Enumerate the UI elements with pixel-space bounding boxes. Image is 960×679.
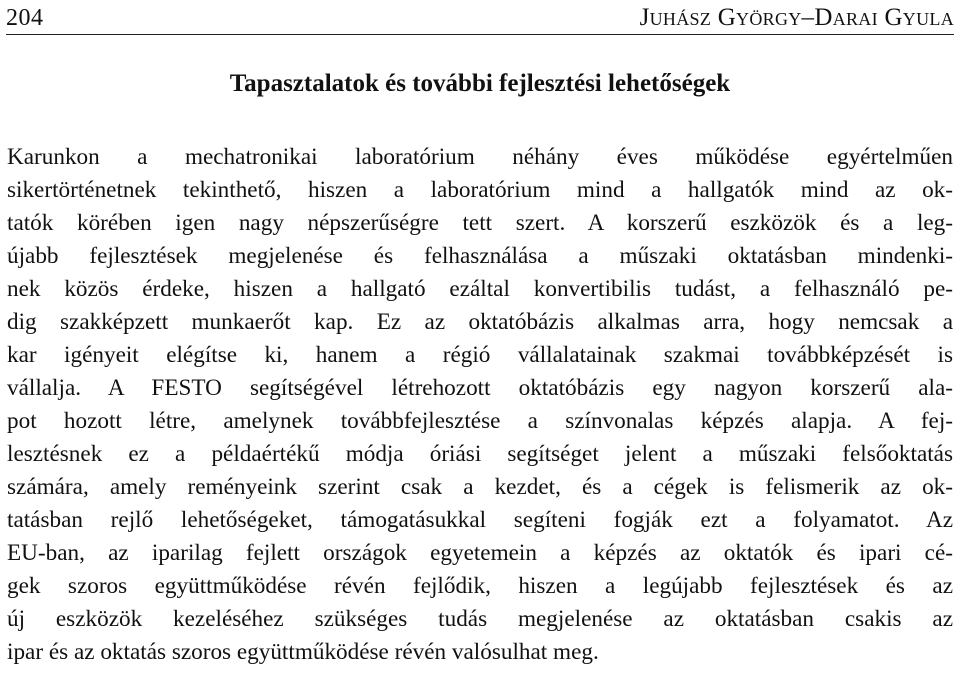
running-header (6, 2, 954, 35)
body-paragraph (7, 141, 953, 669)
paragraph-line: tatásban rejlő lehetőségeket, támogatásukkal segíteni fogják ezt a folyamatot. Az (7, 507, 953, 533)
paragraph-line: tatók körében igen nagy népszerűségre tett szert. A korszerű eszközök és a leg- (7, 210, 953, 236)
paragraph-line: sikertörténetnek tekinthető, hiszen a laboratórium mind a hallgatók mind az ok- (7, 177, 953, 203)
paragraph-line: EU-ban, az iparilag fejlett országok egyetemein a képzés az oktatók és ipari cé- (7, 540, 953, 566)
paragraph-line: pot hozott létre, amelynek továbbfejlesztése a színvonalas képzés alapja. A fej- (7, 408, 953, 434)
paragraph-line: számára, amely reményeink szerint csak a kezdet, és a cégek is felismerik az ok- (7, 474, 953, 500)
running-header-authors: Juhász György–Darai Gyula (639, 4, 954, 31)
paragraph-line: gek szoros együttműködése révén fejlődik, hiszen a legújabb fejlesztések és az (7, 573, 953, 599)
paragraph-line: újabb fejlesztések megjelenése és felhasználása a műszaki oktatásban mindenki- (7, 243, 953, 269)
paragraph-line: kar igényeit elégítse ki, hanem a régió vállalatainak szakmai továbbképzését is (7, 342, 953, 368)
paragraph-line: lesztésnek ez a példaértékű módja óriási segítséget jelent a műszaki felsőoktatás (7, 441, 953, 467)
paragraph-line: ipar és az oktatás szoros együttműködése révén valósulhat meg. (7, 639, 599, 665)
paragraph-line: nek közös érdeke, hiszen a hallgató ezáltal konvertibilis tudást, a felhasználó pe- (7, 276, 953, 302)
paragraph-line: vállalja. A FESTO segítségével létrehozott oktatóbázis egy nagyon korszerű ala- (7, 375, 953, 401)
paragraph-line: Karunkon a mechatronikai laboratórium néhány éves működése egyértelműen (7, 144, 953, 170)
page-number: 204 (6, 4, 44, 31)
paragraph-line: dig szakképzett munkaerőt kap. Ez az oktatóbázis alkalmas arra, hogy nemcsak a (7, 309, 953, 335)
paragraph-line: új eszközök kezeléséhez szükséges tudás megjelenése az oktatásban csakis az (7, 606, 953, 632)
section-title: Tapasztalatok és további fejlesztési lehetőségek (229, 70, 731, 97)
